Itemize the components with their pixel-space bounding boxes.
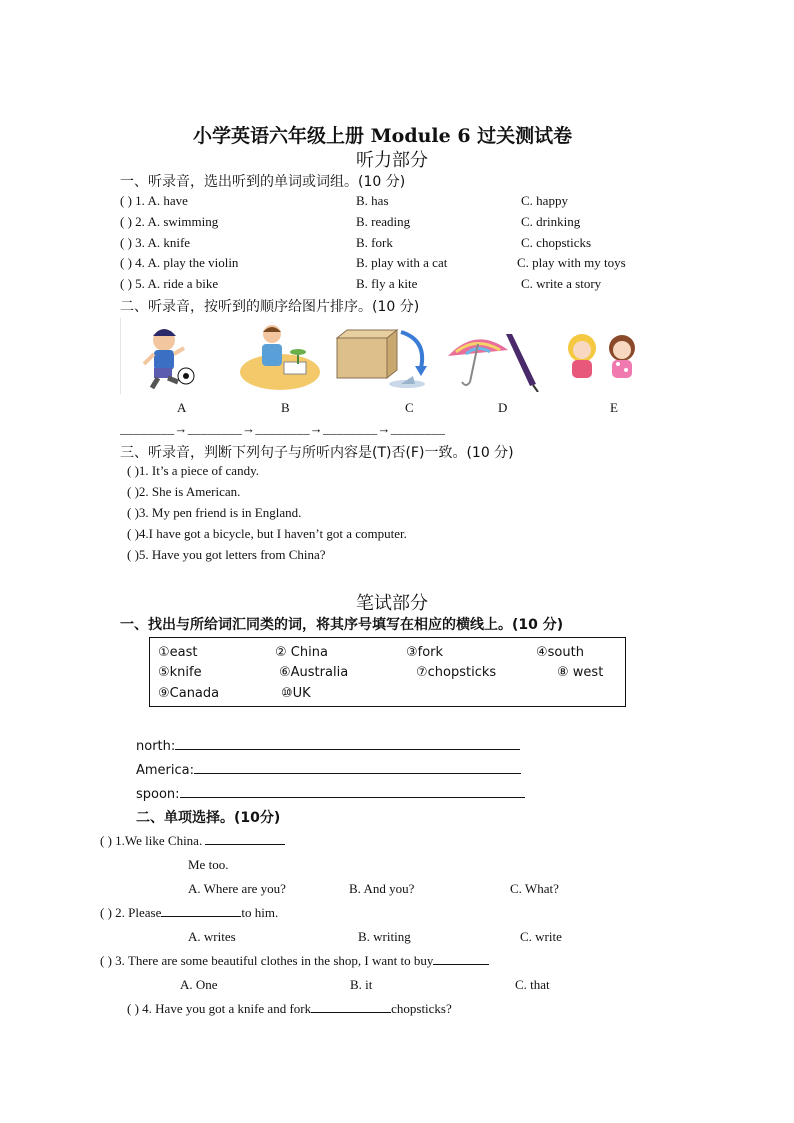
w1-heading: 一、找出与所给词汇同类的词，将其序号填写在相应的横线上。(10 分)	[120, 617, 564, 633]
w2-q2-text-end: to him.	[241, 905, 279, 920]
america-answer-line[interactable]	[194, 761, 521, 774]
america-blank	[136, 761, 521, 778]
word-1: ①east	[158, 645, 198, 660]
umbrellas-picture	[446, 330, 542, 392]
w2-q2-option-b: B. writing	[358, 929, 411, 944]
word-7: ⑦chopsticks	[416, 665, 497, 680]
w2-q1-answer-line[interactable]	[205, 832, 285, 845]
l3-item-1: ( )1. It’s a piece of candy.	[127, 463, 259, 478]
w2-q3-option-b: B. it	[350, 977, 373, 992]
l1-item-3-c: C. chopsticks	[521, 235, 592, 250]
north-label: north:	[136, 739, 176, 754]
america-label: America:	[136, 763, 195, 778]
spoon-answer-line[interactable]	[180, 785, 525, 798]
l1-item-2-b: B. reading	[356, 214, 411, 229]
w2-q1-reply: Me too.	[188, 857, 229, 872]
w2-q2-option-c: C. write	[520, 929, 562, 944]
w2-q1	[100, 832, 285, 849]
w2-q3-text: ( ) 3. There are some beautiful clothes in the shop, I want to buy	[100, 953, 434, 968]
w2-q4-answer-line[interactable]	[311, 1000, 391, 1013]
l2-heading: 二、听录音，按听到的顺序给图片排序。(10 分)	[120, 299, 420, 315]
page-title: 小学英语六年级上册 Module 6 过关测试卷	[193, 125, 573, 147]
picture-label-c: C	[405, 400, 414, 415]
l1-item-5-a: ( ) 5. A. ride a bike	[120, 276, 219, 291]
listening-part-heading: 听力部分	[356, 150, 428, 171]
l1-heading: 一、听录音，选出听到的单词或词组。(10 分)	[120, 174, 406, 190]
l1-item-4-b: B. play with a cat	[356, 255, 448, 270]
l1-item-5-b: B. fly a kite	[356, 276, 418, 291]
l3-heading: 三、听录音，判断下列句子与所听内容是(T)否(F)一致。(10 分)	[120, 445, 514, 461]
l1-item-3-b: B. fork	[356, 235, 393, 250]
l1-item-1-b: B. has	[356, 193, 389, 208]
w2-q2-option-a: A. writes	[188, 929, 236, 944]
l1-item-2-a: ( ) 2. A. swimming	[120, 214, 219, 229]
word-2: ② China	[275, 645, 328, 660]
l1-item-4-c: C. play with my toys	[517, 255, 626, 270]
l1-item-1-a: ( ) 1. A. have	[120, 193, 188, 208]
w2-q1-option-c: C. What?	[510, 881, 559, 896]
word-9: ⑨Canada	[158, 686, 220, 701]
l1-item-3-a: ( ) 3. A. knife	[120, 235, 191, 250]
word-10: ⑩UK	[281, 686, 311, 701]
l3-item-2: ( )2. She is American.	[127, 484, 241, 499]
w2-q2-answer-line[interactable]	[161, 904, 241, 917]
picture-label-b: B	[281, 400, 290, 415]
boy-writing-picture	[238, 322, 322, 392]
word-4: ④south	[536, 645, 584, 660]
word-8: ⑧ west	[557, 665, 604, 680]
w2-heading: 二、单项选择。(10分)	[136, 810, 281, 826]
w2-q4	[127, 1000, 452, 1017]
boy-football-picture	[120, 318, 220, 394]
l3-item-3: ( )3. My pen friend is in England.	[127, 505, 302, 520]
picture-label-a: A	[177, 400, 187, 415]
north-blank	[136, 737, 520, 754]
l1-item-4-a: ( ) 4. A. play the violin	[120, 255, 239, 270]
picture-label-e: E	[610, 400, 618, 415]
w2-q2-text: ( ) 2. Please	[100, 905, 162, 920]
w2-q3-option-a: A. One	[180, 977, 218, 992]
w2-q3-answer-line[interactable]	[433, 952, 489, 965]
l1-item-1-c: C. happy	[521, 193, 568, 208]
order-sequence-blanks: ________→________→________→________→________	[120, 421, 446, 436]
w2-q4-text: ( ) 4. Have you got a knife and fork	[127, 1001, 312, 1016]
w2-q1-option-a: A. Where are you?	[188, 881, 286, 896]
word-5: ⑤knife	[158, 665, 202, 680]
l1-item-2-c: C. drinking	[521, 214, 581, 229]
w2-q1-text: ( ) 1.We like China.	[100, 833, 206, 848]
dolls-picture	[560, 330, 646, 386]
w2-q2	[100, 904, 278, 921]
w2-q4-text-end: chopsticks?	[391, 1001, 452, 1016]
word-3: ③fork	[406, 645, 444, 660]
w2-q3-option-c: C. that	[515, 977, 550, 992]
l1-item-5-c: C. write a story	[521, 276, 602, 291]
w2-q3	[100, 952, 489, 969]
writing-part-heading: 笔试部分	[356, 593, 428, 614]
l3-item-4: ( )4.I have got a bicycle, but I haven’t got a computer.	[127, 526, 407, 541]
w2-q1-option-b: B. And you?	[349, 881, 415, 896]
word-6: ⑥Australia	[279, 665, 349, 680]
box-plane-picture	[335, 326, 435, 392]
north-answer-line[interactable]	[175, 737, 520, 750]
picture-label-d: D	[498, 400, 508, 415]
spoon-blank	[136, 785, 525, 802]
l3-item-5: ( )5. Have you got letters from China?	[127, 547, 326, 562]
spoon-label: spoon:	[136, 787, 180, 802]
